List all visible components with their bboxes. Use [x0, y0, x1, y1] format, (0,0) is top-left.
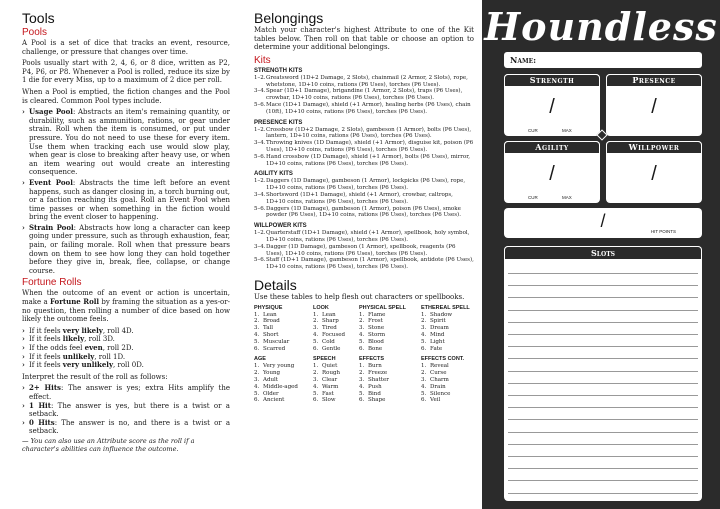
presence-box[interactable]	[606, 74, 702, 136]
detail-table-row: 5. Muscular	[254, 339, 290, 346]
detail-tables-top	[254, 305, 474, 353]
pool-type-item: › Strain Pool: Abstracts how long a character can keep going under pressure, such as through exhaustion, fear, pain, or failing morale. Roll when that pressure bears down on them to see how long they can hold together before they give in, break, flee, collapse, or change course.	[22, 224, 230, 276]
detail-table-row: 5. Blood	[359, 339, 384, 346]
slot-line[interactable]	[508, 273, 698, 274]
result-item: › 0 Hits: The answer is no, and there is a twist or a setback.	[22, 419, 230, 436]
attribute-label: Presence	[606, 74, 702, 87]
kit-row: 5–6. Daggers (1D Damage), gambeson (1 Armor), poison (P6 Uses), smoke powder (P6 Uses), 1D+10 coins, rations (P6 Uses), torches (P6 Uses).	[254, 205, 461, 219]
detail-table-row: 5. Silence	[421, 390, 451, 397]
slot-line[interactable]	[508, 334, 698, 335]
detail-table-heading: AGE	[254, 355, 266, 362]
detail-table-row: 3. Clear	[313, 376, 338, 383]
kit-row: 1–2. Quarterstaff (1D+1 Damage), shield (+1 Armor), spellbook, holy symbol, 1D+10 coins, rations (P6 Uses), torches (P6 Uses).	[254, 230, 470, 243]
detail-table	[359, 305, 419, 353]
attribute-slash: /	[651, 163, 657, 185]
detail-table-heading: PHYSIQUE	[254, 304, 283, 311]
detail-table	[313, 305, 357, 353]
detail-table	[254, 305, 311, 353]
character-sheet	[482, 0, 720, 509]
details-intro: Use these tables to help flesh out characters or spellbooks.	[254, 292, 465, 301]
slots-label: Slots	[504, 246, 702, 260]
detail-table-row: 6. Scarred	[254, 346, 286, 353]
detail-table	[254, 356, 311, 404]
detail-table-row: 1. Shadow	[421, 311, 453, 318]
pools-para: Pools usually start with 2, 4, 6, or 8 dice, written as P2, P4, P6, or P8. Whenever a Pool is rolled, reduce its size by 1 die for every Miss, up to a maximum of 2 dice per roll.	[22, 59, 230, 85]
interpret-text: Interpret the result of the roll as follows:	[22, 372, 168, 381]
fortune-intro: When the outcome of an event or action is uncertain, make a Fortune Roll by framing the situation as a yes-or-no question, then rolling a number of dice based on how likely the outcome feels.	[22, 289, 230, 324]
detail-table-heading: PHYSICAL SPELL	[359, 304, 406, 311]
detail-table-row: 3. Tall	[254, 325, 274, 332]
detail-table-row: 1. Reveal	[421, 362, 449, 369]
slot-line[interactable]	[508, 395, 698, 396]
detail-table-row: 2. Freeze	[359, 369, 388, 376]
detail-table-row: 2. Frost	[359, 318, 383, 325]
kit-row: 1–2. Crossbow (1D+2 Damage, 2 Slots), gambeson (1 Armor), bolts (P6 Uses), lantern, 1D+10 coins, rations (P6 Uses), torches (P6 Uses).	[254, 126, 472, 140]
detail-table-row: 2. Rough	[313, 369, 341, 376]
detail-table-row: 4. Drain	[421, 383, 446, 390]
pool-type-item: › Event Pool: Abstracts the time left before an event happens, such as danger closing in, a torch burning out, or a faction reaching its goal. Roll an Event Pool when time passes or when something in the fiction would bring the event closer to happening.	[22, 179, 230, 222]
detail-table-row: 1. Lean	[313, 311, 336, 318]
max-label: MAX	[562, 128, 572, 133]
slots-box[interactable]	[504, 246, 702, 501]
kit-row: 3–4. Spear (1D+1 Damage), brigandine (1 Armor, 2 Slots), traps (P6 Uses), crowbar, 1D+10 coins, rations (P6 Uses), torches (P6 Uses).	[254, 88, 463, 102]
cur-label: CUR	[528, 128, 538, 133]
kit-group-heading: PRESENCE KITS	[254, 119, 303, 126]
attribute-label: Agility	[504, 141, 600, 154]
detail-table-row: 3. Adult	[254, 376, 279, 383]
kit-group-heading: WILLPOWER KITS	[254, 223, 307, 230]
detail-table-row: 4. Mind	[421, 332, 445, 339]
detail-table	[421, 305, 479, 353]
detail-table-row: 5. Older	[254, 390, 279, 397]
detail-table-row: 2. Sharp	[313, 318, 339, 325]
detail-table	[313, 356, 357, 404]
kit-row: 3–4. Shortsword (1D+1 Damage), shield (+1 Armor), crowbar, caltrops, 1D+10 coins, rations (P6 Uses), torches (P6 Uses).	[254, 191, 453, 205]
slot-line[interactable]	[508, 456, 698, 457]
willpower-box[interactable]	[606, 141, 702, 203]
tools-page	[0, 0, 242, 509]
odds-list	[22, 327, 230, 370]
hit-points-box[interactable]	[504, 208, 702, 238]
detail-table-heading: SPEECH	[313, 355, 336, 362]
slot-line[interactable]	[508, 419, 698, 420]
belongings-title: Belongings	[254, 10, 324, 26]
slot-line[interactable]	[508, 322, 698, 323]
belongings-intro: Match your character's highest Attribute to one of the Kit tables below. Then roll on that table or choose an option to determine your additional belongings.	[254, 26, 474, 52]
detail-table-row: 2. Spirit	[421, 318, 446, 325]
hp-slash: /	[600, 211, 606, 231]
detail-table-heading: EFFECTS CONT.	[421, 355, 465, 362]
detail-table-row: 6. Bone	[359, 346, 383, 353]
odds-item: › If it feels likely, roll 3D.	[22, 335, 230, 344]
max-label: MAX	[562, 195, 572, 200]
details-title: Details	[254, 276, 297, 293]
detail-table-row: 4. Short	[254, 332, 279, 339]
kit-row: 5–6. Staff (1D+1 Damage), gambeson (1 Armor), spellbook, antidote (P6 Uses), 1D+10 coins, rations (P6 Uses), torches (P6 Uses).	[254, 257, 474, 271]
kits-title: Kits	[254, 54, 271, 66]
kit-row: 3–4. Dagger (1D Damage), gambeson (1 Armor), spellbook, reagents (P6 Uses), 1D+10 coins, rations (P6 Uses), torches (P6 Uses).	[254, 243, 456, 257]
detail-table-row: 6. Veil	[421, 397, 441, 404]
detail-table-row: 1. Quiet	[313, 362, 338, 369]
belongings-page	[242, 0, 482, 509]
slot-line[interactable]	[508, 346, 698, 347]
detail-table-row: 6. Ancient	[254, 397, 285, 404]
results-list	[22, 384, 230, 436]
slot-line[interactable]	[508, 493, 698, 494]
fortune-note: — You can also use an Attribute score as the roll if a character's abilities can influence the outcome.	[22, 436, 195, 453]
detail-table-heading: ETHEREAL SPELL	[421, 304, 470, 311]
kit-row: 1–2. Daggers (1D Damage), gambeson (1 Armor), lockpicks (P6 Uses), rope, 1D+10 coins, rations (P6 Uses), torches (P6 Uses).	[254, 178, 466, 192]
hp-label: HIT POINTS	[650, 229, 676, 234]
detail-table	[359, 356, 419, 404]
attribute-slash: /	[549, 163, 555, 185]
detail-table-row: 1. Very young	[254, 362, 295, 369]
slot-line[interactable]	[508, 358, 698, 359]
odds-item: › If it feels very unlikely, roll 0D.	[22, 361, 230, 370]
detail-table-row: 6. Gentle	[313, 346, 341, 353]
slot-line[interactable]	[508, 432, 698, 433]
name-label: Name:	[510, 55, 537, 65]
kit-row: 1–2. Greatsword (1D+2 Damage, 2 Slots), chainmail (2 Armor, 2 Slots), rope, whetstone, 1D+10 coins, rations (P6 Uses), torches (P6 Uses).	[254, 74, 468, 88]
odds-item: › If the odds feel even, roll 2D.	[22, 344, 230, 353]
detail-table-row: 4. Push	[359, 383, 382, 390]
detail-tables-bottom	[254, 356, 474, 404]
tools-title: Tools	[22, 10, 55, 26]
detail-table-row: 4. Storm	[359, 332, 386, 339]
detail-table-row: 4. Middle-aged	[254, 383, 298, 390]
slot-line[interactable]	[508, 468, 698, 469]
attribute-slash: /	[651, 96, 657, 118]
pools-para: When a Pool is emptied, the fiction changes and the Pool is cleared. Common Pool types include.	[22, 87, 230, 105]
detail-table-row: 2. Young	[254, 369, 281, 376]
detail-table	[421, 356, 479, 404]
kit-group-heading: AGILITY KITS	[254, 171, 293, 178]
kits-list	[254, 68, 474, 271]
slot-line[interactable]	[508, 285, 698, 286]
detail-table-row: 1. Lean	[254, 311, 277, 318]
slot-line[interactable]	[508, 480, 698, 481]
kit-row: 5–6. Mace (1D+1 Damage), shield (+1 Armor), healing herbs (P6 Uses), chain (10ft), 1D+10 coins, rations (P6 Uses), torches (P6 Uses).	[254, 101, 471, 115]
detail-table-row: 3. Charm	[421, 376, 449, 383]
detail-table-row: 3. Stone	[359, 325, 385, 332]
sheet-title: Houndless	[484, 4, 718, 49]
agility-box[interactable]	[504, 141, 600, 203]
detail-table-row: 1. Flame	[359, 311, 386, 318]
detail-table-row: 6. Slow	[313, 397, 336, 404]
detail-table-row: 3. Shatter	[359, 376, 389, 383]
detail-table-heading: LOOK	[313, 304, 329, 311]
detail-table-row: 5. Cold	[313, 339, 335, 346]
detail-table-row: 1. Burn	[359, 362, 382, 369]
detail-table-row: 5. Light	[421, 339, 445, 346]
detail-table-row: 3. Dream	[421, 325, 449, 332]
detail-table-row: 2. Curse	[421, 369, 447, 376]
detail-table-row: 4. Focused	[313, 332, 346, 339]
detail-table-row: 5. Bind	[359, 390, 381, 397]
pool-types-list	[22, 108, 230, 275]
odds-item: › If it feels unlikely, roll 1D.	[22, 353, 230, 362]
pool-type-item: › Usage Pool: Abstracts an item's remaining quantity, or durability, such as ammunition, rations, or gear under strain. Roll when the item is consumed, or put under pressure. You do not need to use these for every item. Use them when tracking each use would slow play, when gear is close to breaking after heavy use, or when an item wearing out would create an interesting consequence.	[22, 108, 230, 177]
result-item: › 1 Hit: The answer is yes, but there is a twist or a setback.	[22, 402, 230, 419]
slot-line[interactable]	[508, 371, 698, 372]
fortune-title: Fortune Rolls	[22, 277, 82, 289]
slot-line[interactable]	[508, 383, 698, 384]
slot-line[interactable]	[508, 310, 698, 311]
detail-table-row: 6. Shape	[359, 397, 386, 404]
detail-table-row: 3. Tired	[313, 325, 337, 332]
cur-label: CUR	[528, 195, 538, 200]
result-item: › 2+ Hits: The answer is yes; extra Hits amplify the effect.	[22, 384, 230, 401]
kit-group-heading: STRENGTH KITS	[254, 67, 303, 74]
name-field[interactable]	[504, 52, 702, 68]
odds-item: › If it feels very likely, roll 4D.	[22, 327, 230, 336]
attribute-label: Strength	[504, 74, 600, 87]
detail-table-heading: EFFECTS	[359, 355, 385, 362]
slot-line[interactable]	[508, 444, 698, 445]
attribute-label: Willpower	[606, 141, 702, 154]
slot-line[interactable]	[508, 407, 698, 408]
kit-row: 3–4. Throwing knives (1D Damage), shield (+1 Armor), disguise kit, poison (P6 Uses), 1D+10 coins, rations (P6 Uses), torches (P6 Uses).	[254, 140, 474, 153]
detail-table-row: 2. Broad	[254, 318, 280, 325]
slot-line[interactable]	[508, 297, 698, 298]
pools-para: A Pool is a set of dice that tracks an event, resource, challenge, or pressure that changes over time.	[22, 39, 230, 56]
attribute-slash: /	[549, 96, 555, 118]
detail-table-row: 5. Fast	[313, 390, 334, 397]
kit-row: 5–6. Hand crossbow (1D Damage), shield (+1 Armor), bolts (P6 Uses), mirror, 1D+10 coins, rations (P6 Uses), torches (P6 Uses).	[254, 153, 471, 167]
detail-table-row: 4. Warm	[313, 383, 339, 390]
pools-title: Pools	[22, 27, 48, 38]
strength-box[interactable]	[504, 74, 600, 136]
detail-table-row: 6. Fate	[421, 346, 443, 353]
